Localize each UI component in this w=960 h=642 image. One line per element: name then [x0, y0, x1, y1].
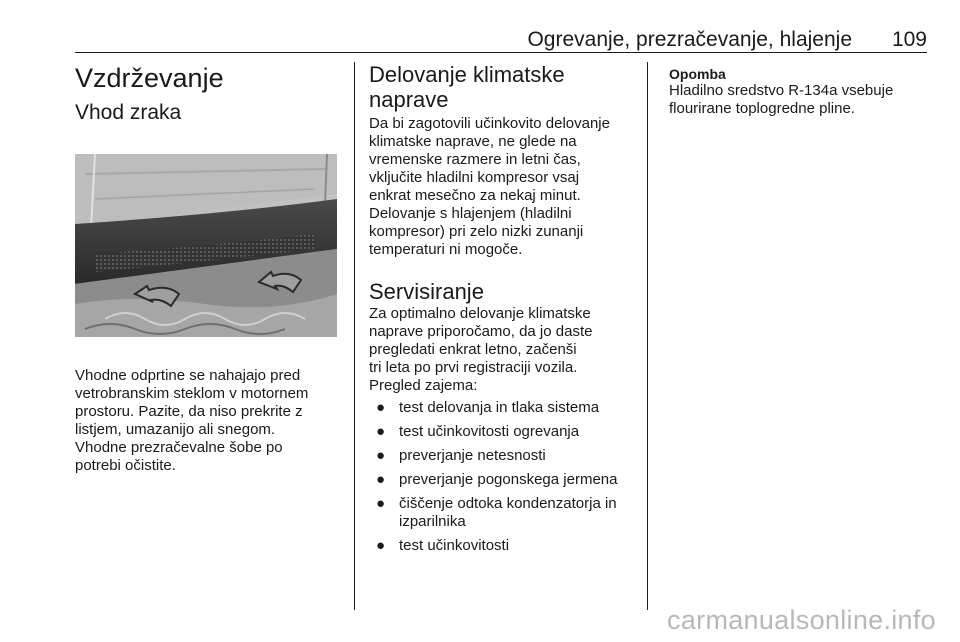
list-item: ● preverjanje netesnosti — [376, 447, 546, 464]
column-left — [75, 62, 337, 475]
text-line: vremenske razmere in letni čas, — [369, 151, 581, 168]
text-line: tri leta po prvi registraciji vozila. — [369, 359, 578, 376]
caption-line: Vhodne odprtine se nahajajo pred — [75, 367, 301, 384]
bullet-icon: ● — [376, 447, 386, 464]
text-line: pregledati enkrat letno, začenši — [369, 341, 577, 358]
column-right — [669, 66, 929, 118]
text-line: kompresor) pri zelo nizki zunanji — [369, 223, 584, 240]
text-line: Delovanje s hlajenjem (hladilni — [369, 205, 572, 222]
text-line: vključite hladilni kompresor vsaj — [369, 169, 580, 186]
column-divider — [647, 62, 648, 610]
caption-line: listjem, umazanijo ali snegom. — [75, 421, 276, 438]
inspection-list — [369, 399, 634, 555]
text-line: Da bi zagotovili učinkovito delovanje — [369, 115, 610, 132]
section-heading: Vzdrževanje — [75, 63, 224, 93]
ac-operation-text — [369, 115, 634, 259]
watermark: carmanualsonline.info — [667, 605, 936, 635]
caption-line: prostoru. Pazite, da niso prekrite z — [75, 403, 303, 420]
text-line: naprave priporočamo, da jo daste — [369, 323, 593, 340]
list-item: ● preverjanje pogonskega jermena — [376, 471, 618, 488]
service-text — [369, 305, 634, 395]
section-heading: Delovanje klimatske — [369, 62, 565, 87]
text-line: temperaturi ni mogoče. — [369, 241, 523, 258]
note-title: Opomba — [669, 66, 726, 82]
bullet-icon: ● — [376, 495, 386, 512]
column-middle — [369, 62, 634, 561]
caption-line: Vhodne prezračevalne šobe po — [75, 439, 283, 456]
note-line: flourirane toplogredne pline. — [669, 100, 855, 117]
list-item: ● test učinkovitosti ogrevanja — [376, 423, 580, 440]
caption-line: vetrobranskim steklom v motornem — [75, 385, 309, 402]
bullet-icon: ● — [376, 423, 386, 440]
text-line: enkrat mesečno za nekaj minut. — [369, 187, 581, 204]
page-header — [75, 28, 927, 53]
text-line: klimatske naprave, ne glede na — [369, 133, 577, 150]
page-number: 109 — [891, 28, 927, 51]
subsection-heading: Vhod zraka — [75, 101, 182, 124]
caption-line: potrebi očistite. — [75, 457, 176, 474]
bullet-icon: ● — [376, 399, 386, 416]
air-inlet-photo — [75, 154, 337, 337]
list-item: ● čiščenje odtoka kondenzatorja in izparilnika — [376, 495, 617, 530]
bullet-icon: ● — [376, 537, 386, 554]
note-line: Hladilno sredstvo R-134a vsebuje — [669, 82, 894, 99]
column-divider — [354, 62, 355, 610]
text-line: Za optimalno delovanje klimatske — [369, 305, 591, 322]
text-line: Pregled zajema: — [369, 377, 478, 394]
list-item: ● test delovanja in tlaka sistema — [376, 399, 600, 416]
header-title: Ogrevanje, prezračevanje, hlajenje — [527, 28, 852, 51]
list-item: ● test učinkovitosti — [376, 537, 510, 554]
section-heading: Servisiranje — [369, 279, 484, 304]
section-heading: naprave — [369, 87, 449, 112]
bullet-icon: ● — [376, 471, 386, 488]
